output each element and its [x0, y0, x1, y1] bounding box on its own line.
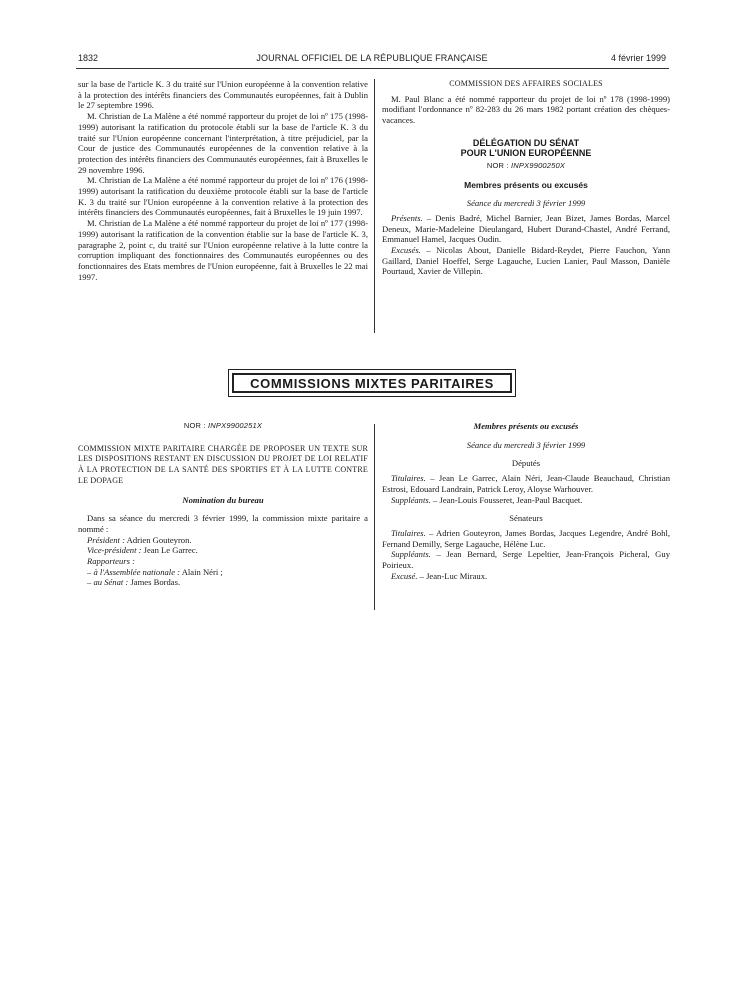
senateurs-suppleants-names: – Jean Bernard, Serge Lepeltier, Jean-François Picheral, Guy Poirieux.: [382, 549, 670, 571]
top-left-column: [78, 79, 368, 282]
paragraph-continuation: sur la base de l'article K. 3 du traité sur l'Union européenne à la convention relative à la protection des intérêts financiers des Communautés européennes, fait à Dublin le 27 septembre 1996.: [78, 79, 368, 111]
page-number: 1832: [78, 53, 99, 63]
delegation-title-line-2: POUR L'UNION EUROPÉENNE: [460, 147, 592, 158]
issue-date: 4 février 1999: [610, 53, 666, 63]
nor-code: INPX9900250X: [511, 160, 566, 170]
rapporteur-senat-dash: –: [87, 577, 94, 588]
rapporteur-an-label: à l'Assemblée nationale :: [93, 566, 181, 577]
paragraph-rapporteur-175: M. Christian de La Malène a été nommé rapporteur du projet de loi nº 175 (1998-1999) autorisant la ratification du protocole établi sur la base de l'article K. 3 du traité sur l'Union européenne concernant l'interprétation, à titre préjudiciel, par la Cour de justice des Communautés européennes de la convention relative à la protection des intérêts financiers des Communautés européennes, fait à Bruxelles le 29 novembre 1996.: [78, 111, 368, 175]
president-line: [78, 535, 368, 546]
deputes-titulaires-label: Titulaires.: [391, 473, 426, 484]
delegation-title: [382, 138, 670, 158]
vice-president-name: Jean Le Garrec.: [141, 545, 198, 556]
vice-president-label: Vice-président :: [87, 545, 142, 556]
presents-names: – Denis Badré, Michel Barnier, Jean Bizet, James Bordas, Marcel Deneux, Marie-Madeleine Dieulangard, Hubert Durand-Chastel, André Ferrand, Emmanuel Hamel, Jacques Oudin.: [382, 212, 670, 245]
vice-president-line: [78, 545, 368, 556]
excuses-list: [382, 245, 670, 277]
nor-label: NOR :: [183, 421, 206, 430]
paragraph-rapporteur-177: M. Christian de La Malène a été nommé rapporteur du projet de loi nº 177 (1998-1999) autorisant la ratification de la convention établie sur la base de l'article K. 3, paragraphe 2, point c, du traité sur l'Union européenne relative à la lutte contre la corruption impliquant des fonctionnaires des Communautés européennes ou des fonctionnaires des Etats membres de l'Union européenne, fait à Bruxelles le 22 mai 1997.: [78, 218, 368, 282]
senateurs-suppleants-label: Suppléants.: [391, 549, 431, 560]
delegation-title-line-1: DÉLÉGATION DU SÉNAT: [472, 137, 580, 148]
bottom-column-divider: [374, 424, 375, 610]
header-rule: [76, 68, 669, 69]
top-column-divider: [374, 79, 375, 333]
senateurs-titulaires: [382, 528, 670, 549]
deputes-suppleants-label: Suppléants.: [391, 494, 431, 505]
rapporteur-an-line: [78, 567, 368, 578]
deputes-titulaires-names: – Jean Le Garrec, Alain Néri, Jean-Claude Beauchaud, Christian Estrosi, Edouard Landrain, Patrick Leroy, Aloyse Warhouver.: [382, 473, 670, 494]
presents-list: [382, 213, 670, 245]
excuses-names: – Nicolas About, Danielle Bidard-Reydet, Pierre Fauchon, Yann Gaillard, Daniel Hoeffel, Serge Lagauche, Lucien Lanier, Paul Masson, Danièle Pourtaud, Xavier de Villepin.: [382, 245, 670, 277]
president-label: Président :: [87, 534, 125, 545]
rapporteur-an-dash: –: [87, 566, 94, 577]
deputes-suppleants-names: – Jean-Louis Fousseret, Jean-Paul Bacquet.: [430, 494, 583, 505]
members-heading: Membres présents ou excusés: [464, 179, 588, 190]
senateurs-titulaires-names: – Adrien Gouteyron, James Bordas, Jacques Legendre, André Bohl, Fernand Demilly, Serge Lagauche, Hélène Luc.: [382, 527, 670, 549]
senateurs-excuse: [382, 571, 670, 582]
nomination-heading: Nomination du bureau: [182, 494, 264, 505]
rapporteur-senat-line: [78, 577, 368, 588]
presents-label: Présents.: [391, 212, 423, 223]
nor-reference: [382, 161, 670, 172]
senateurs-titulaires-label: Titulaires.: [391, 527, 426, 538]
senateurs-suppleants: [382, 549, 670, 570]
rapporteur-an-name: Alain Néri ;: [180, 566, 223, 577]
commission-affaires-sociales-title: COMMISSION DES AFFAIRES SOCIALES: [449, 79, 603, 88]
page-header: [78, 53, 666, 67]
senateurs-excuse-label: Excusé.: [391, 570, 418, 581]
rapporteurs-label: Rapporteurs :: [87, 556, 135, 567]
excuses-label: Excusés.: [391, 245, 421, 256]
deputes-titulaires: [382, 473, 670, 494]
cmp-title: COMMISSION MIXTE PARITAIRE CHARGÉE DE PROPOSER UN TEXTE SUR LES DISPOSITIONS RESTANT EN DISCUSSION DU PROJET DE LOI RELATIF À LA PROTECTION DE LA SANTÉ DES SPORTIFS ET À LA LUTTE CONTRE LE DOPAGE: [78, 443, 368, 485]
section-banner: [228, 369, 516, 397]
bottom-right-column: [382, 421, 670, 581]
top-right-column: [382, 79, 670, 277]
president-name: Adrien Gouteyron.: [124, 534, 192, 545]
nor-reference-cmp: [78, 421, 368, 432]
senateurs-heading: Sénateurs: [509, 513, 543, 524]
nor-code: INPX9900251X: [208, 421, 263, 430]
paragraph-rapporteur-176: M. Christian de La Malène a été nommé rapporteur du projet de loi nº 176 (1998-1999) autorisant la ratification du deuxième protocole établi sur la base de l'article K. 3 du traité sur l'Union européenne à la convention relative à la protection des intérêts financiers des Communautés européennes, fait à Bruxelles le 19 juin 1997.: [78, 175, 368, 218]
section-banner-title: COMMISSIONS MIXTES PARITAIRES: [232, 373, 512, 393]
cmp-session-date: Séance du mercredi 3 février 1999: [466, 439, 586, 450]
deputes-suppleants: [382, 495, 670, 506]
journal-title: JOURNAL OFFICIEL DE LA RÉPUBLIQUE FRANÇAISE: [256, 53, 488, 63]
nomination-intro: Dans sa séance du mercredi 3 février 1999, la commission mixte paritaire a nommé :: [78, 513, 368, 534]
deputes-heading: Députés: [511, 458, 541, 469]
commission-affaires-sociales-text: M. Paul Blanc a été nommé rapporteur du projet de loi nº 178 (1998-1999) modifiant l'ordonnance nº 82-283 du 26 mars 1982 portant création des chèques-vacances.: [382, 93, 670, 126]
nor-label: NOR :: [486, 160, 509, 170]
bottom-left-column: [78, 421, 368, 588]
senateurs-excuse-names: – Jean-Luc Miraux.: [417, 570, 488, 581]
session-date: Séance du mercredi 3 février 1999: [466, 198, 586, 209]
cmp-members-heading: Membres présents ou excusés: [473, 421, 579, 431]
rapporteur-senat-label: au Sénat :: [93, 577, 129, 588]
rapporteur-senat-name: James Bordas.: [128, 577, 181, 588]
